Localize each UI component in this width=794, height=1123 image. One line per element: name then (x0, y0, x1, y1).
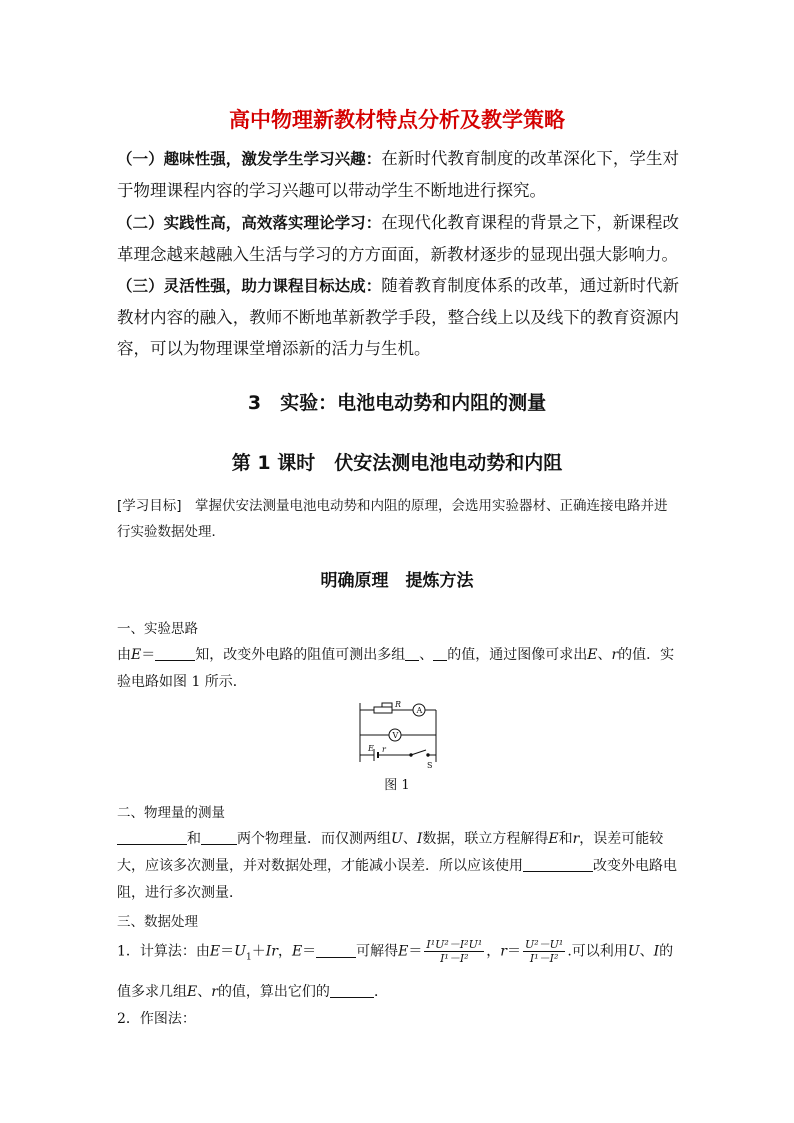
calc-eq2: ＝ (302, 943, 317, 960)
feature-paragraph-2 (117, 207, 679, 270)
feature-2-heading: （二）实践性高，高效落实理论学习： (117, 214, 382, 232)
label-r: r (382, 745, 386, 754)
calc-tail: .可以利用 (567, 943, 628, 960)
switch-symbol (411, 750, 426, 755)
calc-plus: ＋ (251, 943, 266, 960)
feature-3-heading: （三）灵活性强，助力课程目标达成： (117, 277, 382, 295)
calc-sub-1: 1 (245, 952, 252, 963)
blank-8[interactable] (330, 983, 374, 998)
learning-goal-tag: [学习目标] (117, 498, 182, 514)
document-title: 高中物理新教材特点分析及教学策略 (229, 108, 565, 132)
calc-var-r: r (271, 943, 278, 960)
fraction-r (523, 938, 565, 965)
calc-var-I-2: I (653, 943, 660, 960)
s1-text-e: 的值．实 (618, 647, 675, 663)
s2-sep: 、 (402, 831, 417, 847)
s1-text-c: 、 (419, 647, 434, 663)
label-R: R (395, 700, 402, 709)
blank-6[interactable] (523, 857, 593, 872)
feature-paragraph-3 (117, 270, 679, 364)
calc-eq1: ＝ (220, 943, 235, 960)
s2-line2-b: 改变外电路电 (593, 858, 677, 874)
feature-paragraph-1 (117, 143, 679, 206)
feature-1-heading: （一）趣味性强，激发学生学习兴趣： (117, 150, 382, 168)
s1-var-E: E (131, 647, 142, 663)
calc-line2-end: ． (373, 984, 388, 1000)
s1-var-r: r (611, 647, 619, 663)
s1-equals: ＝ (141, 647, 156, 663)
section-2-line-3: 阻，进行多次测量． (117, 885, 243, 901)
label-A: A (416, 706, 423, 715)
s2-var-U: U (391, 831, 403, 847)
section-2-line-1 (117, 828, 697, 848)
s1-sep: 、 (597, 647, 612, 663)
s2-text-d: ，误差可能较 (579, 831, 664, 847)
calc-line2-b: 的值，算出它们的 (217, 984, 330, 1000)
figure-caption: 图 1 (384, 778, 410, 793)
label-V: V (392, 731, 399, 740)
calc-line2-E: E (187, 984, 198, 1000)
label-E: E (368, 744, 374, 753)
s2-line2-a: 大，应该多次测量，并对数据处理，才能减小误差．所以应该使用 (117, 858, 523, 874)
calc-line2-r: r (211, 984, 218, 1000)
calc-line2-sep: 、 (197, 984, 212, 1000)
calc-var-r-2: r (500, 943, 507, 960)
feature-2-text: 在现代化教育课程的背景之下，新课程改革理念越来越融入生活与学习的方方面面，新教材逐步的显现出强大影响力。 (117, 213, 679, 264)
learning-goal (117, 493, 679, 545)
learning-goal-text: 掌握伏安法测量电池电动势和内阻的原理，会选用实验器材、正确连接电路并进行实验数据处理． (117, 498, 668, 540)
section-banner: 明确原理 提炼方法 (320, 571, 474, 591)
s1-text-a: 由 (117, 647, 131, 663)
section-1-heading: 一、实验思路 (117, 621, 198, 637)
section-3-item-1-line-2 (117, 981, 697, 1001)
calc-solve: 可解得 (356, 943, 399, 960)
s2-and: 和 (558, 831, 573, 847)
fraction-r-denominator: I¹－I² (529, 952, 559, 965)
section-2-heading: 二、物理量的测量 (117, 805, 225, 821)
calc-var-E-2: E (291, 943, 303, 960)
label-S: S (427, 761, 433, 770)
calc-label: 1．计算法：由 (117, 943, 210, 960)
calc-sep: 、 (639, 943, 654, 960)
feature-3-text: 随着教育制度体系的改革，通过新时代新教材内容的融入，教师不断地革新教学手段，整合线上以及线下的教育资源内容，可以为物理课堂增添新的活力与生机。 (117, 276, 679, 358)
calc-var-I: I (265, 943, 272, 960)
s1-text-b: 知，改变外电路的阻值可测出多组 (195, 647, 406, 663)
section-3-item-1: 1．计算法：由$E=U_1+Ir$，E＝ 可解得E＝ $\frac{\text{I¹U²－I²U¹}}{\text{I¹－I²}}$ ，r＝ $\frac{\text{U²－U¹}}{\text{I¹－I²}}$ .可以利用U、I的 (117, 938, 674, 965)
s2-text-c: 数据，联立方程解得 (422, 831, 549, 847)
blank-5[interactable] (201, 830, 237, 845)
s1-var-E2: E (587, 647, 598, 663)
calc-comma: ， (277, 943, 292, 960)
section-3-item-2: 2．作图法： (117, 1011, 196, 1027)
calc-var-E-3: E (398, 943, 409, 960)
blank-2[interactable] (405, 646, 419, 661)
circuit-diagram (352, 700, 444, 770)
calc-var-U: U (234, 943, 246, 960)
s2-text-a: 和 (187, 831, 201, 847)
s2-var-r: r (572, 831, 580, 847)
blank-7[interactable] (316, 943, 356, 958)
calc-var-E: E (209, 943, 221, 960)
feature-1-text: 在新时代教育制度的改革深化下，学生对于物理课程内容的学习兴趣可以带动学生不断地进行探究。 (117, 149, 679, 200)
fraction-r-numerator: U²－U¹ (524, 938, 564, 951)
lesson-title: 3 实验：电池电动势和内阻的测量 (247, 392, 547, 414)
s1-text-d: 的值，通过图像可求出 (447, 647, 588, 663)
period-title: 第 1 课时 伏安法测电池电动势和内阻 (231, 452, 563, 474)
calc-tail2: 的 (659, 943, 674, 960)
section-2-line-2 (117, 855, 697, 875)
fraction-E-numerator: I¹U²－I²U¹ (426, 938, 483, 951)
section-3-heading: 三、数据处理 (117, 914, 198, 930)
section-1-line-1 (117, 644, 697, 664)
s2-var-I: I (416, 831, 423, 847)
section-1-line-2: 验电路如图 1 所示． (117, 674, 247, 690)
blank-1[interactable] (155, 646, 195, 661)
calc-line2-a: 值多求几组 (117, 984, 187, 1000)
blank-3[interactable] (433, 646, 447, 661)
s2-var-E: E (548, 831, 559, 847)
calc-var-U-2: U (627, 943, 640, 960)
s2-text-b: 两个物理量．而仅测两组 (237, 831, 391, 847)
fraction-E-denominator: I¹－I² (440, 952, 469, 965)
rheostat-symbol (374, 707, 392, 713)
blank-4[interactable] (117, 830, 187, 845)
fraction-E (424, 938, 484, 965)
